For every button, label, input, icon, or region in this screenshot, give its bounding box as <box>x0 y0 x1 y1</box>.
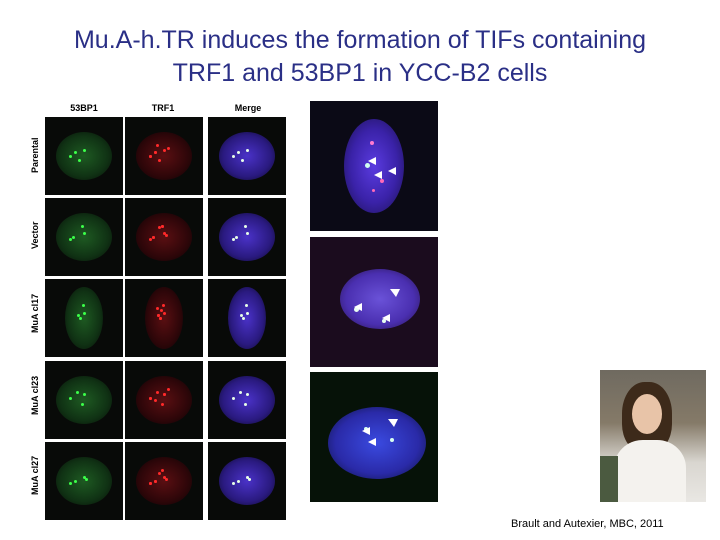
citation: Brault and Autexier, MBC, 2011 <box>511 518 664 530</box>
focus-dot <box>161 469 164 472</box>
row-label-mua-cl23: MuA cl23 <box>30 375 40 415</box>
panel-vector-merge <box>208 198 286 276</box>
arrow-icon <box>362 427 370 435</box>
focus-dot <box>161 225 164 228</box>
researcher-photo <box>600 370 706 502</box>
focus-dot <box>81 225 84 228</box>
nucleus <box>145 287 183 349</box>
panel-mua-cl23-merge <box>208 361 286 439</box>
nucleus <box>136 457 192 505</box>
panel-parental-53bp1 <box>45 117 123 195</box>
nucleus <box>56 213 112 261</box>
focus-dot <box>237 480 240 483</box>
arrow-icon <box>388 419 398 427</box>
nucleus <box>219 457 275 505</box>
nucleus <box>219 132 275 180</box>
nucleus <box>219 376 275 424</box>
nucleus <box>219 213 275 261</box>
column-label-53bp1: 53BP1 <box>70 103 98 113</box>
panel-vector-53bp1 <box>45 198 123 276</box>
nucleus <box>136 213 192 261</box>
arrow-icon <box>390 289 400 297</box>
nucleus <box>228 287 266 349</box>
focus-dot <box>72 236 75 239</box>
focus-dot <box>244 403 247 406</box>
arrow-icon <box>388 167 396 175</box>
row-label-parental: Parental <box>30 137 40 173</box>
nucleus <box>56 457 112 505</box>
focus-dot <box>161 403 164 406</box>
row-label-mua-cl27: MuA cl27 <box>30 455 40 495</box>
focus-dot <box>244 225 247 228</box>
focus-dot <box>152 236 155 239</box>
focus-dot <box>81 403 84 406</box>
column-label-trf1: TRF1 <box>151 103 175 113</box>
focus-dot <box>74 480 77 483</box>
arrow-icon <box>368 438 376 446</box>
panel-parental-merge <box>208 117 286 195</box>
arrow-icon <box>374 171 382 179</box>
panel-mua-cl27-trf1 <box>125 442 203 520</box>
nucleus <box>56 132 112 180</box>
panel-parental-trf1 <box>125 117 203 195</box>
focus-dot <box>156 144 159 147</box>
arrow-icon <box>354 303 362 311</box>
annotation-arrows <box>310 101 438 502</box>
row-label-mua-cl17: MuA cl17 <box>30 293 40 333</box>
focus-dot <box>242 317 245 320</box>
row-label-vector: Vector <box>30 221 40 249</box>
nucleus <box>65 287 103 349</box>
panel-vector-trf1 <box>125 198 203 276</box>
focus-dot <box>159 317 162 320</box>
arrow-icon <box>382 314 390 322</box>
nucleus <box>136 132 192 180</box>
title-line-1: Mu.A-h.TR induces the formation of TIFs containing <box>73 26 647 54</box>
focus-dot <box>235 236 238 239</box>
panel-mua-cl23-trf1 <box>125 361 203 439</box>
slide-title <box>40 24 680 90</box>
focus-dot <box>156 307 159 310</box>
nucleus <box>136 376 192 424</box>
title-line-2: TRF1 and 53BP1 in YCC-B2 cells <box>172 59 548 87</box>
arrow-icon <box>368 157 376 165</box>
panel-mua-cl17-merge <box>208 279 286 357</box>
panel-mua-cl27-merge <box>208 442 286 520</box>
focus-dot <box>154 480 157 483</box>
panel-mua-cl17-53bp1 <box>45 279 123 357</box>
focus-dot <box>79 317 82 320</box>
panel-mua-cl27-53bp1 <box>45 442 123 520</box>
panel-mua-cl17-trf1 <box>125 279 203 357</box>
column-label-merge: Merge <box>234 103 262 113</box>
panel-mua-cl23-53bp1 <box>45 361 123 439</box>
nucleus <box>56 376 112 424</box>
focus-dot <box>154 399 157 402</box>
